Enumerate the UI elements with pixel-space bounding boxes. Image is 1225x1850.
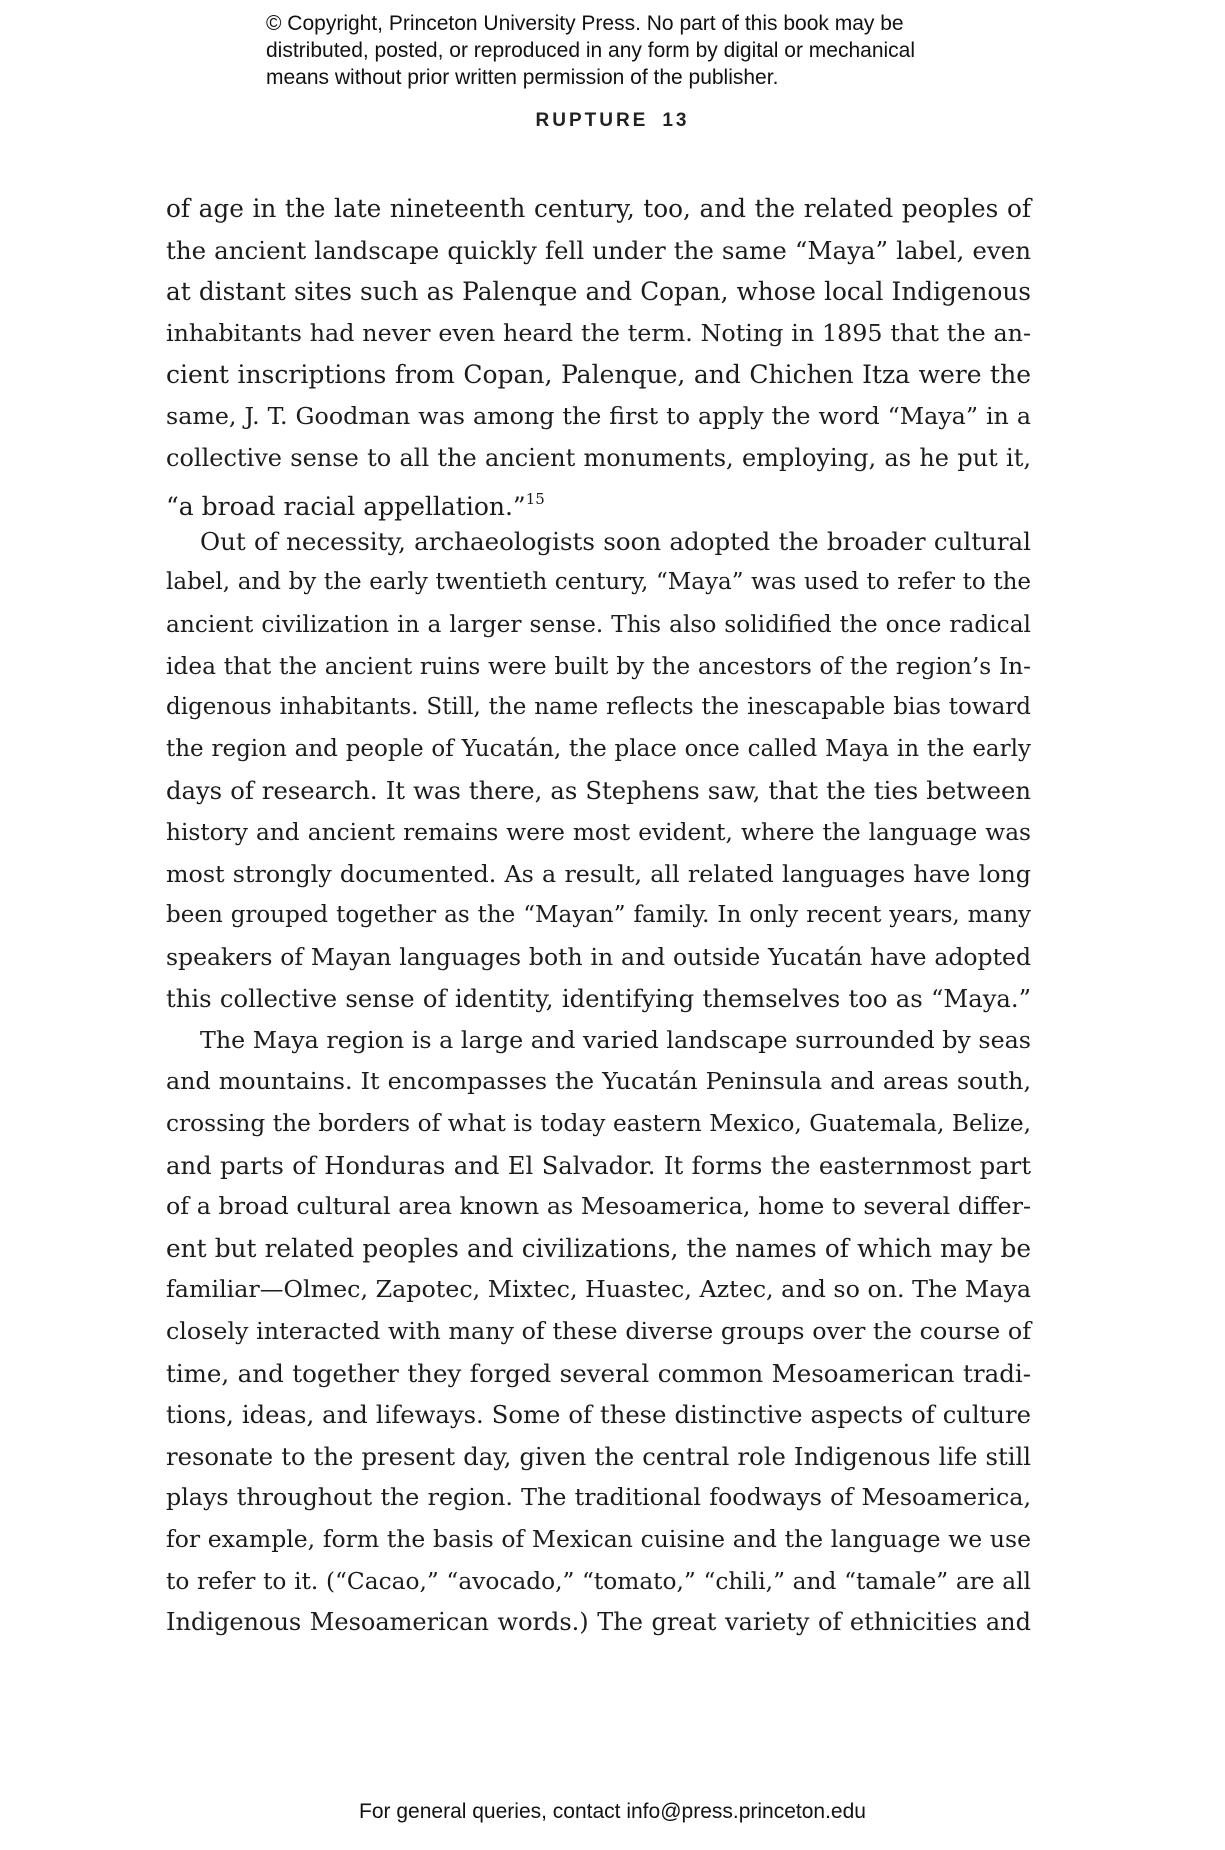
- text-line: [166, 1186, 1031, 1228]
- text-line-content: most strongly documented. As a result, all related languages have long: [166, 859, 1031, 888]
- text-line: [166, 604, 1031, 646]
- text-line: [166, 1561, 1031, 1603]
- text-line-content: time, and together they forged several common Mesoamerican tradi-: [166, 1358, 1031, 1388]
- text-line-content: of age in the late nineteenth century, too, and the related peoples of: [166, 194, 1031, 223]
- text-line: [166, 1061, 1031, 1103]
- text-line: [166, 1477, 1031, 1519]
- text-line-content: tions, ideas, and lifeways. Some of these distinctive aspects of culture: [166, 1400, 1031, 1430]
- text-line: [166, 854, 1031, 896]
- text-line-content: and parts of Honduras and El Salvador. It forms the easternmost part: [166, 1150, 1031, 1180]
- text-line-content: speakers of Mayan languages both in and outside Yucatán have adopted: [166, 942, 1031, 971]
- text-line-content: same, J. T. Goodman was among the first to apply the word “Maya” in a: [166, 401, 1031, 430]
- text-line-content: plays throughout the region. The traditional foodways of Mesoamerica,: [166, 1483, 1031, 1512]
- text-line-content: the region and people of Yucatán, the place once called Maya in the early: [166, 735, 1031, 762]
- paragraph-first-line: [166, 1020, 1031, 1062]
- text-line: [166, 1228, 1031, 1270]
- text-line-content: history and ancient remains were most evident, where the language was: [166, 818, 1031, 846]
- text-line: [166, 1311, 1031, 1353]
- text-line: [166, 1103, 1031, 1145]
- text-line-content: of a broad cultural area known as Mesoamerica, home to several differ-: [166, 1192, 1031, 1221]
- text-line-content: crossing the borders of what is today eastern Mexico, Guatemala, Belize,: [166, 1110, 1031, 1138]
- text-line-content: idea that the ancient ruins were built by the ancestors of the region’s In-: [166, 652, 1031, 680]
- text-line-content: the ancient landscape quickly fell under the same “Maya” label, even: [166, 235, 1031, 265]
- text-line-content: ent but related peoples and civilizations, the names of which may be: [166, 1233, 1031, 1263]
- text-line: [166, 479, 1031, 521]
- page-number: 13: [662, 110, 690, 131]
- text-line: [166, 396, 1031, 438]
- text-line-content: this collective sense of identity, identifying themselves too as “Maya.”: [166, 984, 1031, 1014]
- copyright-notice: [266, 10, 1026, 91]
- text-line-content: “a broad racial appellation.”: [166, 492, 526, 522]
- text-line-content: label, and by the early twentieth century, “Maya” was used to refer to the: [166, 569, 1031, 596]
- text-line-content: familiar—Olmec, Zapotec, Mixtec, Huastec, Aztec, and so on. The Maya: [166, 1275, 1031, 1304]
- text-line: [166, 438, 1031, 480]
- running-head: [0, 110, 1225, 132]
- text-line: [166, 562, 1031, 604]
- body-text: [166, 188, 1031, 1644]
- text-line: [166, 230, 1031, 272]
- text-line-content: ancient civilization in a larger sense. This also solidified the once radical: [166, 610, 1031, 638]
- text-line-content: to refer to it. (“Cacao,” “avocado,” “tomato,” “chili,” and “tamale” are all: [166, 1567, 1031, 1595]
- text-line: [166, 812, 1031, 854]
- text-line-content: been grouped together as the “Mayan” family. In only recent years, many: [166, 902, 1031, 929]
- text-line-content: Indigenous Mesoamerican words.) The great variety of ethnicities and: [166, 1608, 1031, 1637]
- running-head-title: RUPTURE: [535, 110, 649, 131]
- text-line-content: Out of necessity, archaeologists soon adopted the broader cultural: [200, 526, 1031, 556]
- text-line: [166, 1602, 1031, 1644]
- text-line-content: at distant sites such as Palenque and Copan, whose local Indigenous: [166, 277, 1031, 307]
- text-line: [166, 895, 1031, 937]
- text-line-content: and mountains. It encompasses the Yucatán Peninsula and areas south,: [166, 1067, 1031, 1096]
- text-line-content: digenous inhabitants. Still, the name reflects the inescapable bias toward: [166, 694, 1031, 721]
- text-line: [166, 1145, 1031, 1187]
- text-line: [166, 729, 1031, 771]
- text-line-content: cient inscriptions from Copan, Palenque, and Chichen Itza were the: [166, 360, 1031, 390]
- text-line-content: The Maya region is a large and varied landscape surrounded by seas: [200, 1025, 1031, 1054]
- text-line: [166, 1519, 1031, 1561]
- text-line-content: days of research. It was there, as Stephens saw, that the ties between: [166, 776, 1031, 806]
- copyright-line: © Copyright, Princeton University Press. No part of this book may be: [266, 12, 904, 35]
- text-line-content: resonate to the present day, given the central role Indigenous life still: [166, 1441, 1031, 1471]
- text-line: [166, 687, 1031, 729]
- text-line: [166, 770, 1031, 812]
- text-line: [166, 937, 1031, 979]
- copyright-line: means without prior written permission of the publisher.: [266, 66, 779, 89]
- text-line: [166, 271, 1031, 313]
- text-line: [166, 1394, 1031, 1436]
- copyright-line: distributed, posted, or reproduced in any form by digital or mechanical: [266, 39, 916, 62]
- text-line-content: for example, form the basis of Mexican cuisine and the language we use: [166, 1525, 1031, 1553]
- text-line-content: collective sense to all the ancient monuments, employing, as he put it,: [166, 443, 1031, 472]
- text-line-content: inhabitants had never even heard the term. Noting in 1895 that the an-: [166, 318, 1031, 347]
- text-line: [166, 978, 1031, 1020]
- text-line: [166, 1436, 1031, 1478]
- footnote-marker[interactable]: 15: [525, 490, 545, 509]
- footer-contact: For general queries, contact info@press.princeton.edu: [359, 1800, 866, 1823]
- paragraph-first-line: [166, 521, 1031, 563]
- text-line: [166, 188, 1031, 230]
- text-line: [166, 646, 1031, 688]
- text-line: [166, 1353, 1031, 1395]
- text-line: [166, 354, 1031, 396]
- text-line: [166, 1269, 1031, 1311]
- text-line: [166, 313, 1031, 355]
- text-line-content: closely interacted with many of these diverse groups over the course of: [166, 1317, 1031, 1346]
